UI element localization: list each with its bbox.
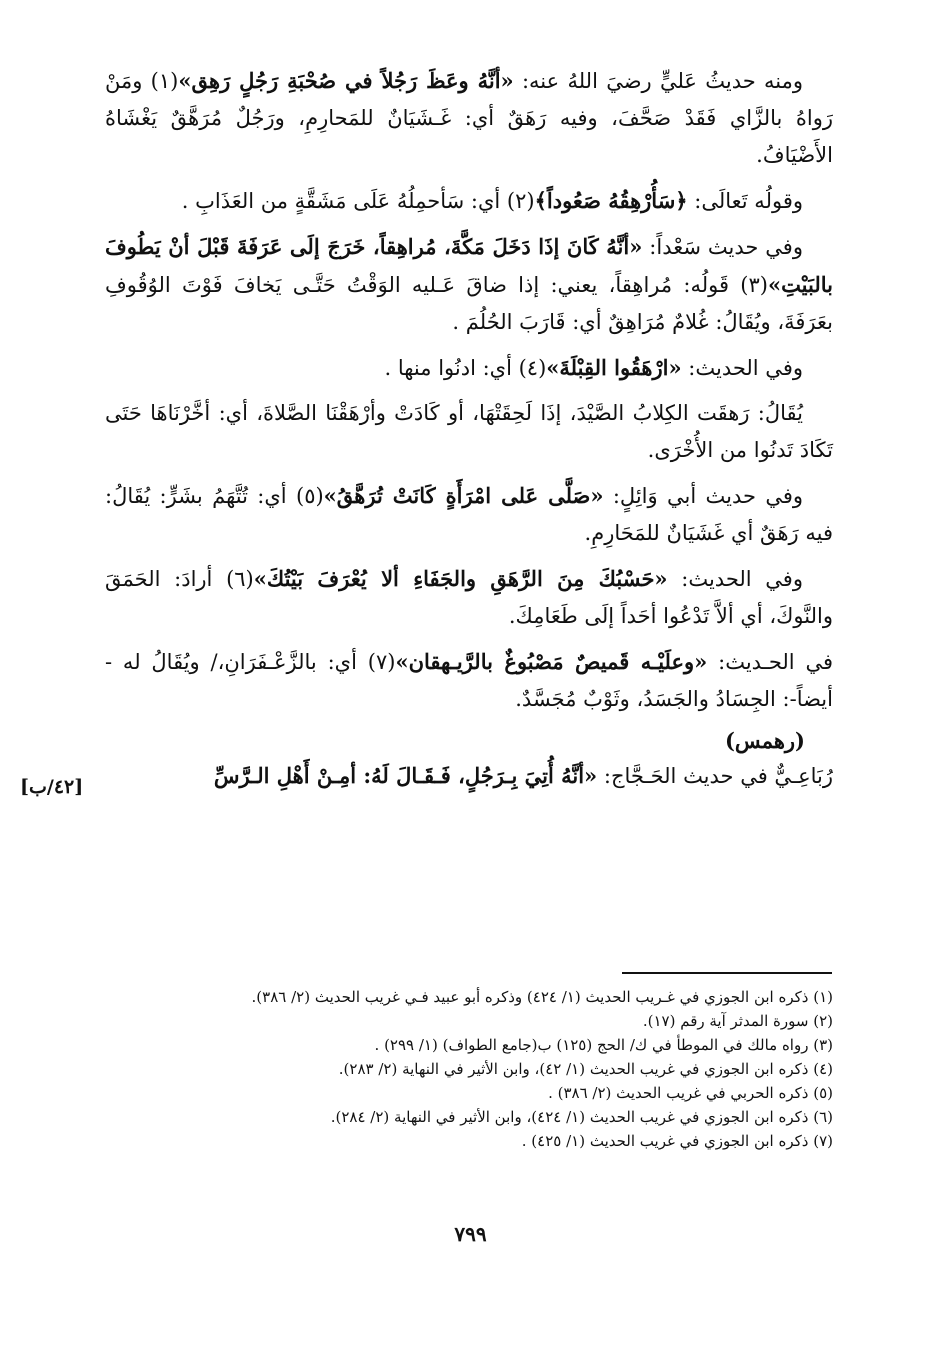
paragraph-text: وفي حديث أبي وَائِلٍ: xyxy=(603,484,803,508)
paragraph-2 xyxy=(105,182,833,220)
footnote: (١) ذكره ابن الجوزي في غـريب الحديث (١/ ٤٢٤) وذكره أبو عبيد فـي غريب الحديث (٢/ ٣٨٦). xyxy=(251,988,833,1006)
paragraph-4 xyxy=(105,349,833,387)
paragraph-text: (٧) أي: بالزَّعْـفَرَانِ،/ ويُقَالُ له - أيضاً-: الجِسَادُ والجَسَدُ، وثَوْبٌ مُجَسَّدٌ. xyxy=(105,650,833,711)
paragraph-text: ومنه حديثُ عَليٍّ رضيَ اللهُ عنه: xyxy=(513,69,803,93)
paragraph-text: وفي حديث سَعْداً: xyxy=(642,235,803,259)
hadith-quote: «صَلَّى عَلى امْرَأَةٍ كَانَتْ تُرَهَّقُ» xyxy=(323,483,604,508)
hadith-quote: «أنَّهُ وعَظَ رَجُلاً في صُحْبَةِ رَجُلٍ رَهِق» xyxy=(178,68,514,93)
footnote: (٤) ذكره ابن الجوزي في غريب الحديث (١/ ٤٢)، وابن الأثير في النهاية (٢/ ٢٨٣). xyxy=(338,1060,833,1078)
footnote: (٣) رواه مالك في الموطأ في ك/ الحج (١٢٥) ب(جامع الطواف) (١/ ٢٩٩) . xyxy=(374,1036,833,1054)
footnotes xyxy=(101,986,841,1154)
paragraph-text: وفي الحديث: xyxy=(667,567,803,591)
paragraph-text: (٦) أرادَ: الحَمَقَ والنَّوكَ، أي ألاَّ تَدْعُوا أحَداً إلَى طَعَامِكَ. xyxy=(105,567,833,628)
paragraph-5 xyxy=(105,395,833,469)
quran-quote: ﴿سَأُرْهِقُهُ صَعُوداً﴾ xyxy=(534,188,688,213)
hadith-quote: «حَسْبُكَ مِنَ الرَّهَقِ والجَفَاءِ ألا يُعْرَفَ بَيْتُكَ» xyxy=(253,566,668,591)
hadith-quote: «أنَّهُ كَانَ إذَا دَخَلَ مَكَّةَ، مُراهِقاً، خَرَجَ إلَى عَرَفَةَ قَبْلَ أنْ يَطُوفَ بالبَيْتِ» xyxy=(105,234,833,297)
footnote: (٢) سورة المدثر آية رقم (١٧). xyxy=(642,1012,833,1030)
paragraph-text: في الحـديث: xyxy=(707,650,834,674)
paragraph-text: (٤) أي: ادنُوا منها . xyxy=(384,356,547,380)
main-text xyxy=(105,62,833,803)
paragraph-1 xyxy=(105,62,833,174)
paragraph-text: (٣) قَولُه: مُراهِقاً، يعني: إذا ضاقَ عَـليه الوَقْتُ حَتَّـى يَخافَ فَوْتَ الوُقُوفِ بعَرَفَةَ، ويُقَالُ: غُلامٌ مُرَاهِقٌ أي: قَارَبَ الحُلُمَ . xyxy=(105,273,833,334)
paragraph-3 xyxy=(105,228,833,341)
paragraph-text: رُبَاعِـيٌّ في حديث الحَـجَّاج: xyxy=(597,764,833,788)
paragraph-text: (١) ومَنْ رَواهُ بالزَّاي فَقَدْ صَحَّفَ، وفيه رَهَقٌ أي: غَـشَيَانٌ للمَحارِمِ، ورَجُلٌ مُرَهَّقٌ يَغْشَاهُ الأَضْيَافُ. xyxy=(105,69,833,167)
paragraph-7 xyxy=(105,560,833,635)
paragraph-text: (٢) أي: سَأحمِلُهُ عَلَى مَشَقَّةٍ من العَذَابِ . xyxy=(181,189,535,213)
footnote: (٥) ذكره الحربي في غريب الحديث (٢/ ٣٨٦) . xyxy=(548,1084,833,1102)
paragraph-text: يُقَالُ: رَهقَت الكِلابُ الصَّيْدَ، إذَا لَحِقَتْهَا، أو كَادَتْ وأرْهَقْنَا الصَّلاةَ، أي: أخَّرْنَاهَا حَتَى تَكَادَ تَدنُوا من الأُخْرَى. xyxy=(105,401,833,462)
margin-folio-marker: [٤٢/ب] xyxy=(20,776,84,798)
hadith-quote: «وعلَيْـه قَميصٌ مَصْبُوغٌ بالرَّيـهقان» xyxy=(395,649,708,674)
paragraph-6 xyxy=(105,477,833,552)
footnote: (٧) ذكره ابن الجوزي في غريب الحديث (١/ ٤٢٥) . xyxy=(521,1132,833,1150)
hadith-quote: «أنَّهُ أُتِيَ بِـرَجُلٍ، فَـقَـالَ لَهُ: أمِـنْ أَهْلِ الـرَّسِّ xyxy=(213,763,598,788)
page-number: ٧٩٩ xyxy=(454,1222,487,1246)
paragraph-text: وفي الحديث: xyxy=(681,356,803,380)
footnote-divider xyxy=(622,972,832,974)
footnote: (٦) ذكره ابن الجوزي في غريب الحديث (١/ ٤٢٤)، وابن الأثير في النهاية (٢/ ٢٨٤). xyxy=(330,1108,833,1126)
hadith-quote: «ارْهَقُوا القِبْلَةَ» xyxy=(546,355,682,380)
paragraph-text: (٥) أي: تُتَّهَمُ بشَرٍّ: يُقَالُ: فيه رَهَقٌ أي غَشَيَانٌ للمَحَارِمِ. xyxy=(105,484,833,545)
paragraph-text: وقولُه تَعالَى: xyxy=(687,189,803,213)
section-heading: (رهمس) xyxy=(724,728,805,753)
paragraph-last xyxy=(105,757,833,795)
paragraph-8 xyxy=(105,643,833,718)
